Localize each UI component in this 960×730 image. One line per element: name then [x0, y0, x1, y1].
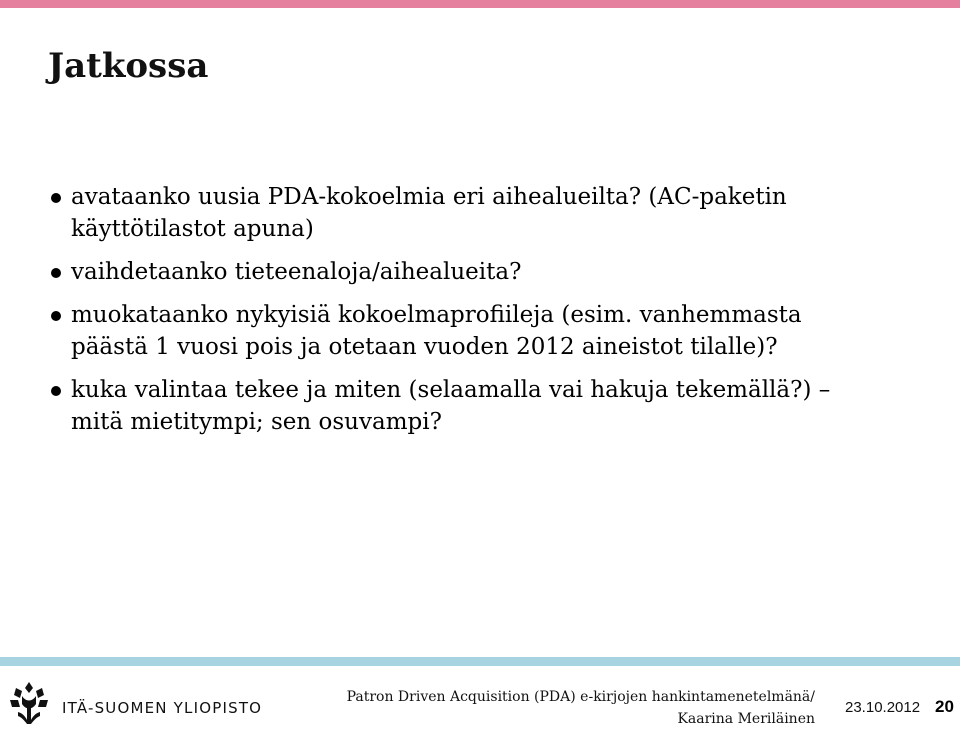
bullet-item — [48, 374, 938, 438]
bullet-item — [48, 299, 938, 363]
footer-date: 23.10.2012 — [845, 699, 921, 716]
bullet-line: käyttötilastot apuna) — [71, 216, 314, 242]
presentation-info — [347, 686, 815, 730]
bullet-line: vaihdetaanko tieteenaloja/aihealueita? — [71, 259, 522, 285]
bullet-item — [48, 256, 938, 288]
uef-logo-icon — [8, 680, 50, 726]
bullet-line: päästä 1 vuosi pois ja otetaan vuoden 2012 aineistot tilalle)? — [71, 334, 778, 360]
university-name: ITÄ-SUOMEN YLIOPISTO — [62, 699, 263, 717]
slide-title: Jatkossa — [48, 46, 209, 86]
top-accent-bar — [0, 0, 960, 8]
presentation-title: Patron Driven Acquisition (PDA) e-kirjojen hankintamenetelmänä/ — [346, 689, 815, 705]
bullet-line: avataanko uusia PDA-kokoelmia eri aihealueilta? (AC-paketin — [71, 184, 787, 210]
presentation-author: Kaarina Meriläinen — [677, 711, 815, 727]
bullet-line: kuka valintaa tekee ja miten (selaamalla vai hakuja tekemällä?) – — [71, 377, 831, 403]
bullet-item — [48, 181, 938, 245]
bullet-line: muokataanko nykyisiä kokoelmaprofiileja (esim. vanhemmasta — [71, 302, 802, 328]
page-number: 20 — [935, 697, 954, 716]
bullet-line: mitä mietitympi; sen osuvampi? — [71, 409, 442, 435]
bottom-accent-bar — [0, 657, 960, 666]
bullet-list — [48, 181, 938, 449]
